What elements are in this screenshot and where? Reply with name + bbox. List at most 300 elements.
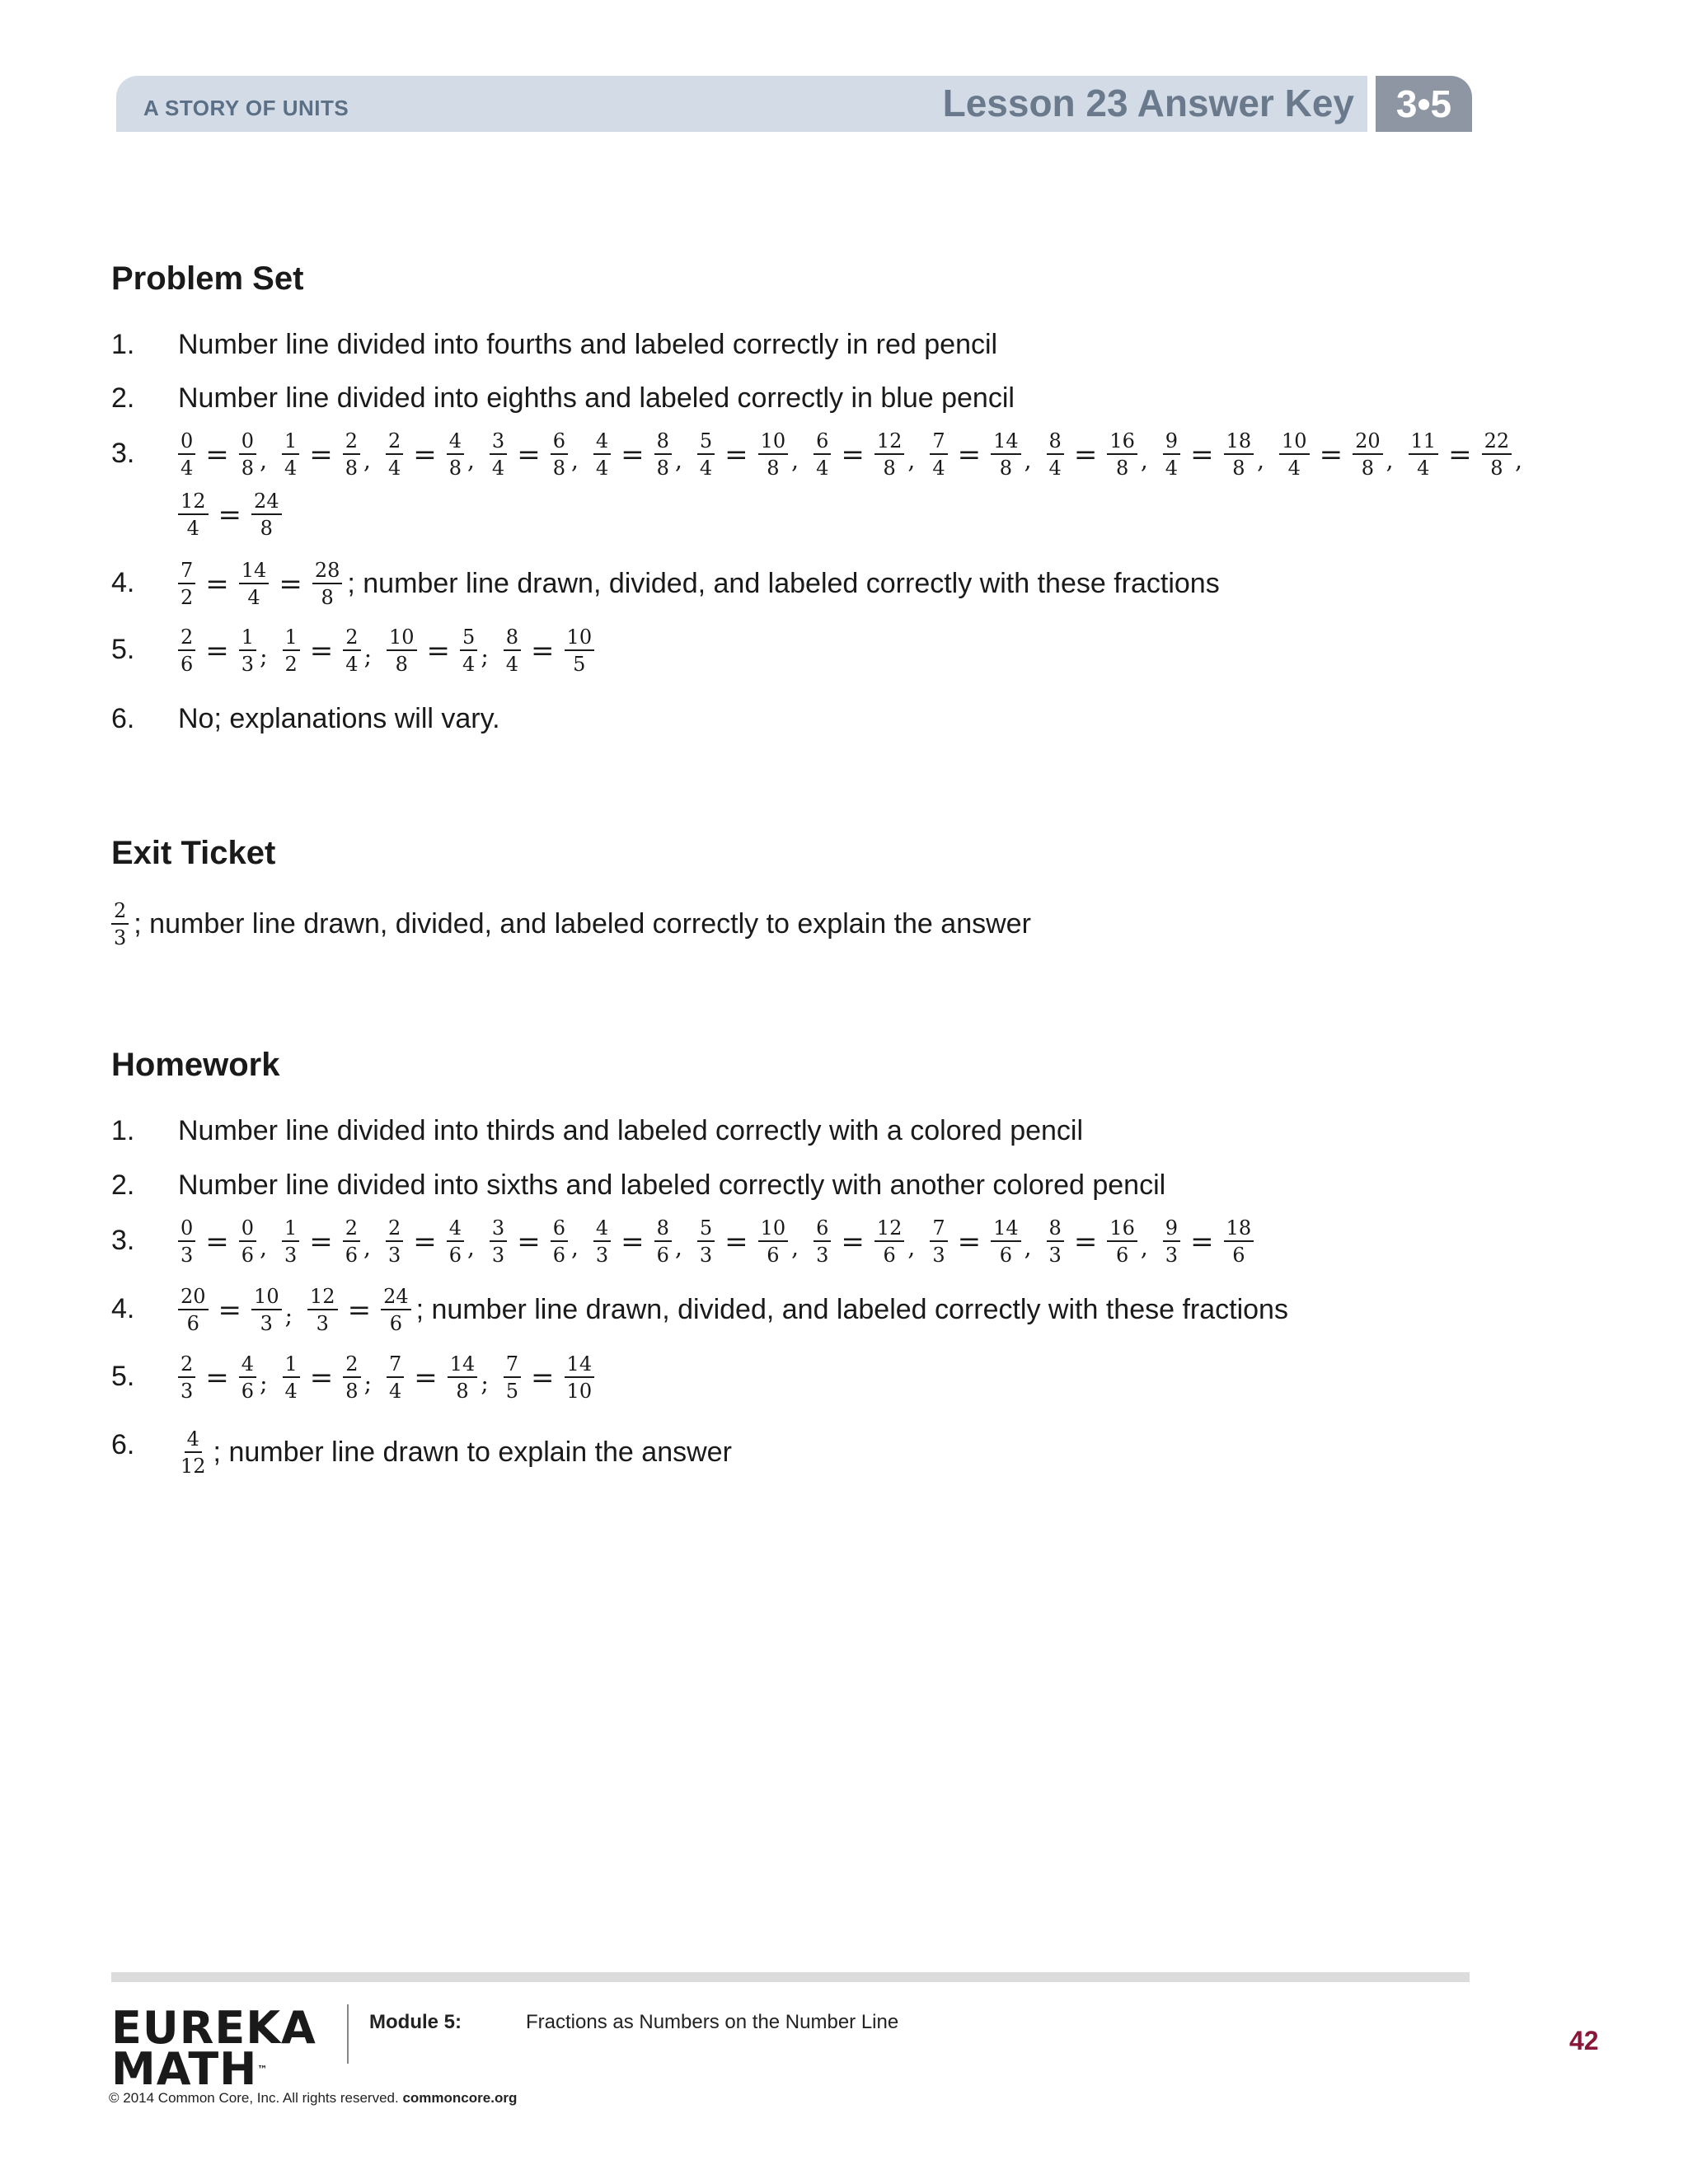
fraction bbox=[447, 1217, 464, 1266]
denominator: 4 bbox=[699, 457, 713, 480]
denominator: 8 bbox=[241, 457, 255, 480]
equals-sign: = bbox=[1190, 438, 1214, 471]
comma: , bbox=[907, 1234, 916, 1261]
numerator: 2 bbox=[386, 1217, 403, 1242]
item-text: Number line divided into eighths and labeled correctly in blue pencil bbox=[178, 382, 1015, 414]
homework-answer-6 bbox=[176, 1428, 732, 1477]
semicolon: ; bbox=[363, 1370, 372, 1397]
denominator: 3 bbox=[595, 1244, 609, 1267]
fraction bbox=[282, 430, 299, 479]
fraction bbox=[448, 1353, 478, 1402]
numerator: 12 bbox=[307, 1286, 338, 1310]
series-name: A STORY OF UNITS bbox=[143, 96, 349, 120]
fraction bbox=[239, 1217, 256, 1266]
fraction bbox=[565, 1353, 595, 1402]
equals-sign: = bbox=[1319, 438, 1343, 471]
comma: , bbox=[907, 447, 916, 474]
fraction bbox=[814, 430, 831, 479]
comma: , bbox=[363, 447, 371, 474]
numerator: 14 bbox=[239, 560, 270, 584]
equals-sign: = bbox=[957, 438, 982, 471]
numerator: 4 bbox=[447, 430, 464, 455]
semicolon: ; bbox=[481, 1370, 489, 1397]
item-number: 5. bbox=[111, 634, 135, 665]
denominator: 3 bbox=[699, 1244, 713, 1267]
denominator: 6 bbox=[1232, 1244, 1245, 1267]
fraction bbox=[930, 430, 947, 479]
equals-sign: = bbox=[205, 438, 229, 471]
logo-line-1: EUREKA bbox=[111, 2002, 316, 2054]
equals-sign: = bbox=[413, 438, 437, 471]
numerator: 6 bbox=[814, 430, 831, 455]
numerator: 2 bbox=[178, 626, 195, 651]
denominator: 5 bbox=[573, 653, 586, 676]
equals-sign: = bbox=[841, 1225, 865, 1258]
equals-sign: = bbox=[1073, 1225, 1098, 1258]
numerator: 14 bbox=[991, 430, 1021, 455]
denominator: 8 bbox=[1115, 457, 1129, 480]
denominator: 4 bbox=[595, 457, 609, 480]
equals-sign: = bbox=[517, 438, 541, 471]
denominator: 4 bbox=[345, 653, 359, 676]
equals-sign: = bbox=[218, 498, 242, 532]
numerator: 4 bbox=[239, 1353, 256, 1378]
denominator: 3 bbox=[387, 1244, 401, 1267]
numerator: 10 bbox=[1279, 430, 1310, 455]
comma: , bbox=[1515, 447, 1523, 474]
comma: , bbox=[570, 447, 579, 474]
fraction bbox=[251, 490, 282, 539]
fraction bbox=[387, 1353, 404, 1402]
numerator: 3 bbox=[490, 430, 507, 455]
fraction bbox=[178, 1217, 195, 1266]
denominator: 8 bbox=[883, 457, 896, 480]
fraction bbox=[343, 1353, 360, 1402]
numerator: 7 bbox=[504, 1353, 521, 1378]
numerator: 10 bbox=[758, 1217, 789, 1242]
fraction bbox=[343, 430, 360, 479]
fraction bbox=[1047, 430, 1064, 479]
fraction bbox=[239, 1353, 256, 1402]
exit-ticket-title: Exit Ticket bbox=[111, 835, 276, 871]
module-label: Module 5: bbox=[369, 2011, 462, 2033]
equals-sign: = bbox=[414, 1361, 438, 1394]
equals-sign: = bbox=[724, 1225, 748, 1258]
fraction bbox=[1482, 430, 1512, 479]
comma: , bbox=[467, 447, 475, 474]
numerator: 10 bbox=[251, 1286, 282, 1310]
numerator: 7 bbox=[387, 1353, 404, 1378]
equals-sign: = bbox=[531, 1361, 555, 1394]
comma: , bbox=[363, 1234, 371, 1261]
equals-sign: = bbox=[279, 567, 302, 601]
fraction bbox=[111, 900, 129, 949]
fraction bbox=[239, 430, 256, 479]
denominator: 3 bbox=[1048, 1244, 1062, 1267]
lesson-title: Lesson 23 Answer Key bbox=[942, 82, 1354, 124]
grade-module-badge: 3•5 bbox=[1376, 76, 1472, 132]
item-number: 1. bbox=[111, 1115, 135, 1146]
semicolon: ; bbox=[284, 1302, 293, 1329]
comma: , bbox=[1024, 1234, 1032, 1261]
denominator: 8 bbox=[999, 457, 1012, 480]
denominator: 12 bbox=[181, 1455, 206, 1478]
copyright bbox=[109, 2090, 517, 2107]
semicolon: ; bbox=[260, 1370, 268, 1397]
numerator: 10 bbox=[387, 626, 417, 651]
numerator: 18 bbox=[1224, 1217, 1254, 1242]
fraction bbox=[1409, 430, 1439, 479]
comma: , bbox=[1140, 1234, 1148, 1261]
fraction bbox=[1107, 1217, 1137, 1266]
fraction bbox=[551, 430, 568, 479]
comma: , bbox=[570, 1234, 579, 1261]
fraction bbox=[178, 1353, 195, 1402]
item-number: 6. bbox=[111, 1429, 135, 1460]
numerator: 24 bbox=[251, 490, 282, 515]
semicolon: ; bbox=[260, 643, 268, 670]
equals-sign: = bbox=[517, 1225, 541, 1258]
denominator: 8 bbox=[656, 457, 669, 480]
item-number: 5. bbox=[111, 1361, 135, 1392]
numerator: 11 bbox=[1409, 430, 1439, 455]
numerator: 2 bbox=[178, 1353, 195, 1378]
fraction bbox=[282, 1217, 299, 1266]
item-number: 4. bbox=[111, 567, 135, 598]
numerator: 14 bbox=[991, 1217, 1021, 1242]
numerator: 1 bbox=[283, 1353, 300, 1378]
numerator: 16 bbox=[1107, 1217, 1137, 1242]
fraction bbox=[504, 626, 521, 675]
fraction bbox=[1047, 1217, 1064, 1266]
denominator: 4 bbox=[181, 457, 194, 480]
equals-sign: = bbox=[218, 1293, 242, 1327]
numerator: 28 bbox=[312, 560, 343, 584]
fraction bbox=[239, 560, 270, 608]
numerator: 24 bbox=[381, 1286, 411, 1310]
numerator: 18 bbox=[1224, 430, 1254, 455]
fraction bbox=[178, 430, 195, 479]
item-number: 2. bbox=[111, 1169, 135, 1201]
denominator: 8 bbox=[767, 457, 780, 480]
semicolon: ; bbox=[481, 643, 489, 670]
equivalence-item-4 bbox=[176, 560, 1220, 608]
homework-equivalence-item-4 bbox=[176, 1286, 1288, 1334]
item-text: Number line divided into fourths and labeled correctly in red pencil bbox=[178, 329, 998, 360]
denominator: 6 bbox=[389, 1312, 402, 1335]
fraction bbox=[1163, 1217, 1180, 1266]
homework-title: Homework bbox=[111, 1047, 280, 1083]
numerator: 5 bbox=[460, 626, 477, 651]
item-text: No; explanations will vary. bbox=[178, 703, 500, 734]
item-number: 6. bbox=[111, 703, 135, 734]
equals-sign: = bbox=[413, 1225, 437, 1258]
denominator: 3 bbox=[816, 1244, 829, 1267]
denominator: 4 bbox=[284, 457, 298, 480]
numerator: 2 bbox=[111, 900, 129, 925]
fraction bbox=[283, 626, 300, 675]
fraction bbox=[654, 1217, 672, 1266]
equals-sign: = bbox=[621, 438, 645, 471]
denominator: 4 bbox=[1165, 457, 1179, 480]
comma: , bbox=[674, 1234, 682, 1261]
fraction bbox=[283, 1353, 300, 1402]
fraction bbox=[654, 430, 672, 479]
numerator: 2 bbox=[343, 430, 360, 455]
denominator: 4 bbox=[389, 1380, 402, 1403]
item-number: 3. bbox=[111, 1225, 135, 1256]
numerator: 8 bbox=[1047, 430, 1064, 455]
denominator: 4 bbox=[505, 653, 519, 676]
fraction bbox=[1279, 430, 1310, 479]
equals-sign: = bbox=[1190, 1225, 1214, 1258]
item-number: 2. bbox=[111, 382, 135, 414]
fraction bbox=[490, 1217, 507, 1266]
numerator: 1 bbox=[282, 1217, 299, 1242]
denominator: 3 bbox=[181, 1380, 194, 1403]
fraction bbox=[381, 1286, 411, 1334]
denominator: 4 bbox=[1287, 457, 1301, 480]
module-title: Fractions as Numbers on the Number Line bbox=[526, 2011, 899, 2033]
numerator: 4 bbox=[185, 1428, 202, 1453]
denominator: 4 bbox=[186, 517, 199, 540]
denominator: 3 bbox=[181, 1244, 194, 1267]
numerator: 4 bbox=[593, 1217, 611, 1242]
answer-text: ; number line drawn, divided, and labeled correctly with these fractions bbox=[415, 1294, 1288, 1325]
equals-sign: = bbox=[426, 634, 451, 668]
denominator: 4 bbox=[491, 457, 505, 480]
comma: , bbox=[791, 1234, 799, 1261]
denominator: 8 bbox=[448, 457, 462, 480]
fraction bbox=[593, 430, 611, 479]
fraction bbox=[178, 1428, 209, 1477]
denominator: 6 bbox=[448, 1244, 462, 1267]
semicolon: ; bbox=[363, 643, 372, 670]
equals-sign: = bbox=[1448, 438, 1472, 471]
numerator: 4 bbox=[447, 1217, 464, 1242]
denominator: 4 bbox=[284, 1380, 298, 1403]
numerator: 12 bbox=[874, 1217, 905, 1242]
fraction bbox=[307, 1286, 338, 1334]
fraction bbox=[447, 430, 464, 479]
equals-sign: = bbox=[1073, 438, 1098, 471]
denominator: 4 bbox=[247, 586, 260, 609]
equals-sign: = bbox=[309, 634, 334, 668]
equals-sign: = bbox=[841, 438, 865, 471]
numerator: 12 bbox=[874, 430, 905, 455]
denominator: 6 bbox=[767, 1244, 780, 1267]
denominator: 3 bbox=[1165, 1244, 1179, 1267]
logo-trademark: ™ bbox=[257, 2064, 269, 2075]
equals-sign: = bbox=[531, 634, 555, 668]
fraction bbox=[490, 430, 507, 479]
homework-equivalence-item-5 bbox=[176, 1353, 596, 1402]
fraction bbox=[343, 1217, 360, 1266]
denominator: 8 bbox=[1490, 457, 1503, 480]
eureka-math-logo bbox=[111, 2002, 316, 2095]
numerator: 0 bbox=[239, 1217, 256, 1242]
copyright-site: commoncore.org bbox=[402, 2090, 518, 2106]
exit-ticket-answer bbox=[110, 900, 1031, 949]
fraction bbox=[991, 430, 1021, 479]
fraction bbox=[1224, 430, 1254, 479]
denominator: 6 bbox=[552, 1244, 565, 1267]
answer-text: ; number line drawn to explain the answer bbox=[213, 1436, 732, 1468]
denominator: 4 bbox=[387, 457, 401, 480]
denominator: 10 bbox=[566, 1380, 593, 1403]
denominator: 8 bbox=[345, 457, 359, 480]
numerator: 2 bbox=[343, 626, 360, 651]
answer-text: ; number line drawn, divided, and labeled correctly to explain the answer bbox=[134, 908, 1031, 940]
fraction bbox=[387, 626, 417, 675]
denominator: 3 bbox=[241, 653, 255, 676]
denominator: 3 bbox=[316, 1312, 329, 1335]
equals-sign: = bbox=[309, 1225, 333, 1258]
denominator: 8 bbox=[552, 457, 565, 480]
problem-set-title: Problem Set bbox=[111, 260, 304, 297]
fraction bbox=[551, 1217, 568, 1266]
denominator: 3 bbox=[114, 926, 127, 949]
denominator: 4 bbox=[462, 653, 476, 676]
denominator: 8 bbox=[395, 653, 408, 676]
fraction bbox=[251, 1286, 282, 1334]
item-text: Number line divided into thirds and labeled correctly with a colored pencil bbox=[178, 1115, 1084, 1146]
numerator: 14 bbox=[565, 1353, 595, 1378]
denominator: 4 bbox=[932, 457, 945, 480]
equals-sign: = bbox=[347, 1293, 372, 1327]
answer-text: ; number line drawn, divided, and labeled correctly with these fractions bbox=[347, 568, 1220, 599]
denominator: 6 bbox=[241, 1244, 255, 1267]
fraction bbox=[343, 626, 360, 675]
equals-sign: = bbox=[205, 567, 229, 601]
denominator: 2 bbox=[181, 586, 194, 609]
numerator: 1 bbox=[282, 430, 299, 455]
numerator: 14 bbox=[448, 1353, 478, 1378]
numerator: 10 bbox=[758, 430, 789, 455]
page-number: 42 bbox=[1569, 2026, 1599, 2055]
numerator: 10 bbox=[565, 626, 595, 651]
numerator: 0 bbox=[178, 1217, 195, 1242]
equals-sign: = bbox=[205, 634, 229, 668]
fraction bbox=[814, 1217, 831, 1266]
equals-sign: = bbox=[205, 1225, 229, 1258]
equals-sign: = bbox=[621, 1225, 645, 1258]
comma: , bbox=[260, 447, 267, 474]
comma: , bbox=[1140, 447, 1148, 474]
numerator: 8 bbox=[504, 626, 521, 651]
numerator: 7 bbox=[178, 560, 195, 584]
denominator: 3 bbox=[260, 1312, 273, 1335]
numerator: 6 bbox=[551, 1217, 568, 1242]
fraction bbox=[697, 1217, 715, 1266]
denominator: 6 bbox=[345, 1244, 359, 1267]
fraction bbox=[178, 490, 209, 539]
fraction bbox=[1353, 430, 1383, 479]
fraction bbox=[991, 1217, 1021, 1266]
numerator: 2 bbox=[386, 430, 403, 455]
numerator: 4 bbox=[593, 430, 611, 455]
numerator: 8 bbox=[654, 1217, 672, 1242]
denominator: 8 bbox=[345, 1380, 359, 1403]
fraction bbox=[504, 1353, 521, 1402]
numerator: 12 bbox=[178, 490, 209, 515]
equivalence-row-1 bbox=[176, 430, 1536, 479]
numerator: 9 bbox=[1163, 1217, 1180, 1242]
item-number: 1. bbox=[111, 329, 135, 360]
equivalence-item-5 bbox=[176, 626, 596, 675]
equals-sign: = bbox=[724, 438, 748, 471]
numerator: 1 bbox=[239, 626, 256, 651]
numerator: 20 bbox=[178, 1286, 209, 1310]
fraction bbox=[239, 626, 256, 675]
fraction bbox=[178, 1286, 209, 1334]
fraction bbox=[178, 626, 195, 675]
numerator: 1 bbox=[283, 626, 300, 651]
numerator: 16 bbox=[1107, 430, 1137, 455]
fraction bbox=[1163, 430, 1180, 479]
denominator: 8 bbox=[260, 517, 273, 540]
numerator: 2 bbox=[343, 1353, 360, 1378]
numerator: 0 bbox=[178, 430, 195, 455]
numerator: 20 bbox=[1353, 430, 1383, 455]
logo-line-2-text: MATH bbox=[111, 2043, 258, 2095]
denominator: 3 bbox=[491, 1244, 505, 1267]
fraction bbox=[565, 626, 595, 675]
homework-equivalence-row bbox=[176, 1217, 1255, 1266]
denominator: 4 bbox=[816, 457, 829, 480]
numerator: 22 bbox=[1482, 430, 1512, 455]
equals-sign: = bbox=[957, 1225, 982, 1258]
numerator: 9 bbox=[1163, 430, 1180, 455]
comma: , bbox=[791, 447, 799, 474]
equivalence-row-2 bbox=[176, 490, 284, 539]
denominator: 8 bbox=[1361, 457, 1374, 480]
denominator: 6 bbox=[883, 1244, 896, 1267]
numerator: 8 bbox=[654, 430, 672, 455]
denominator: 4 bbox=[1048, 457, 1062, 480]
equals-sign: = bbox=[205, 1361, 229, 1394]
equals-sign: = bbox=[309, 1361, 334, 1394]
comma: , bbox=[1386, 447, 1394, 474]
fraction bbox=[930, 1217, 947, 1266]
comma: , bbox=[260, 1234, 267, 1261]
footer-rule bbox=[111, 1972, 1470, 1982]
fraction bbox=[312, 560, 343, 608]
numerator: 5 bbox=[697, 430, 715, 455]
fraction bbox=[1107, 430, 1137, 479]
numerator: 6 bbox=[814, 1217, 831, 1242]
fraction bbox=[874, 1217, 905, 1266]
item-number: 3. bbox=[111, 438, 135, 469]
fraction bbox=[386, 430, 403, 479]
denominator: 6 bbox=[999, 1244, 1012, 1267]
equals-sign: = bbox=[309, 438, 333, 471]
logo-line-2 bbox=[111, 2043, 316, 2095]
copyright-text: © 2014 Common Core, Inc. All rights reserved. bbox=[109, 2090, 399, 2106]
fraction bbox=[1224, 1217, 1254, 1266]
numerator: 5 bbox=[697, 1217, 715, 1242]
comma: , bbox=[467, 1234, 475, 1261]
numerator: 0 bbox=[239, 430, 256, 455]
denominator: 3 bbox=[932, 1244, 945, 1267]
fraction bbox=[697, 430, 715, 479]
denominator: 8 bbox=[321, 586, 334, 609]
numerator: 7 bbox=[930, 1217, 947, 1242]
fraction bbox=[593, 1217, 611, 1266]
denominator: 8 bbox=[1232, 457, 1245, 480]
denominator: 5 bbox=[505, 1380, 519, 1403]
denominator: 6 bbox=[241, 1380, 255, 1403]
